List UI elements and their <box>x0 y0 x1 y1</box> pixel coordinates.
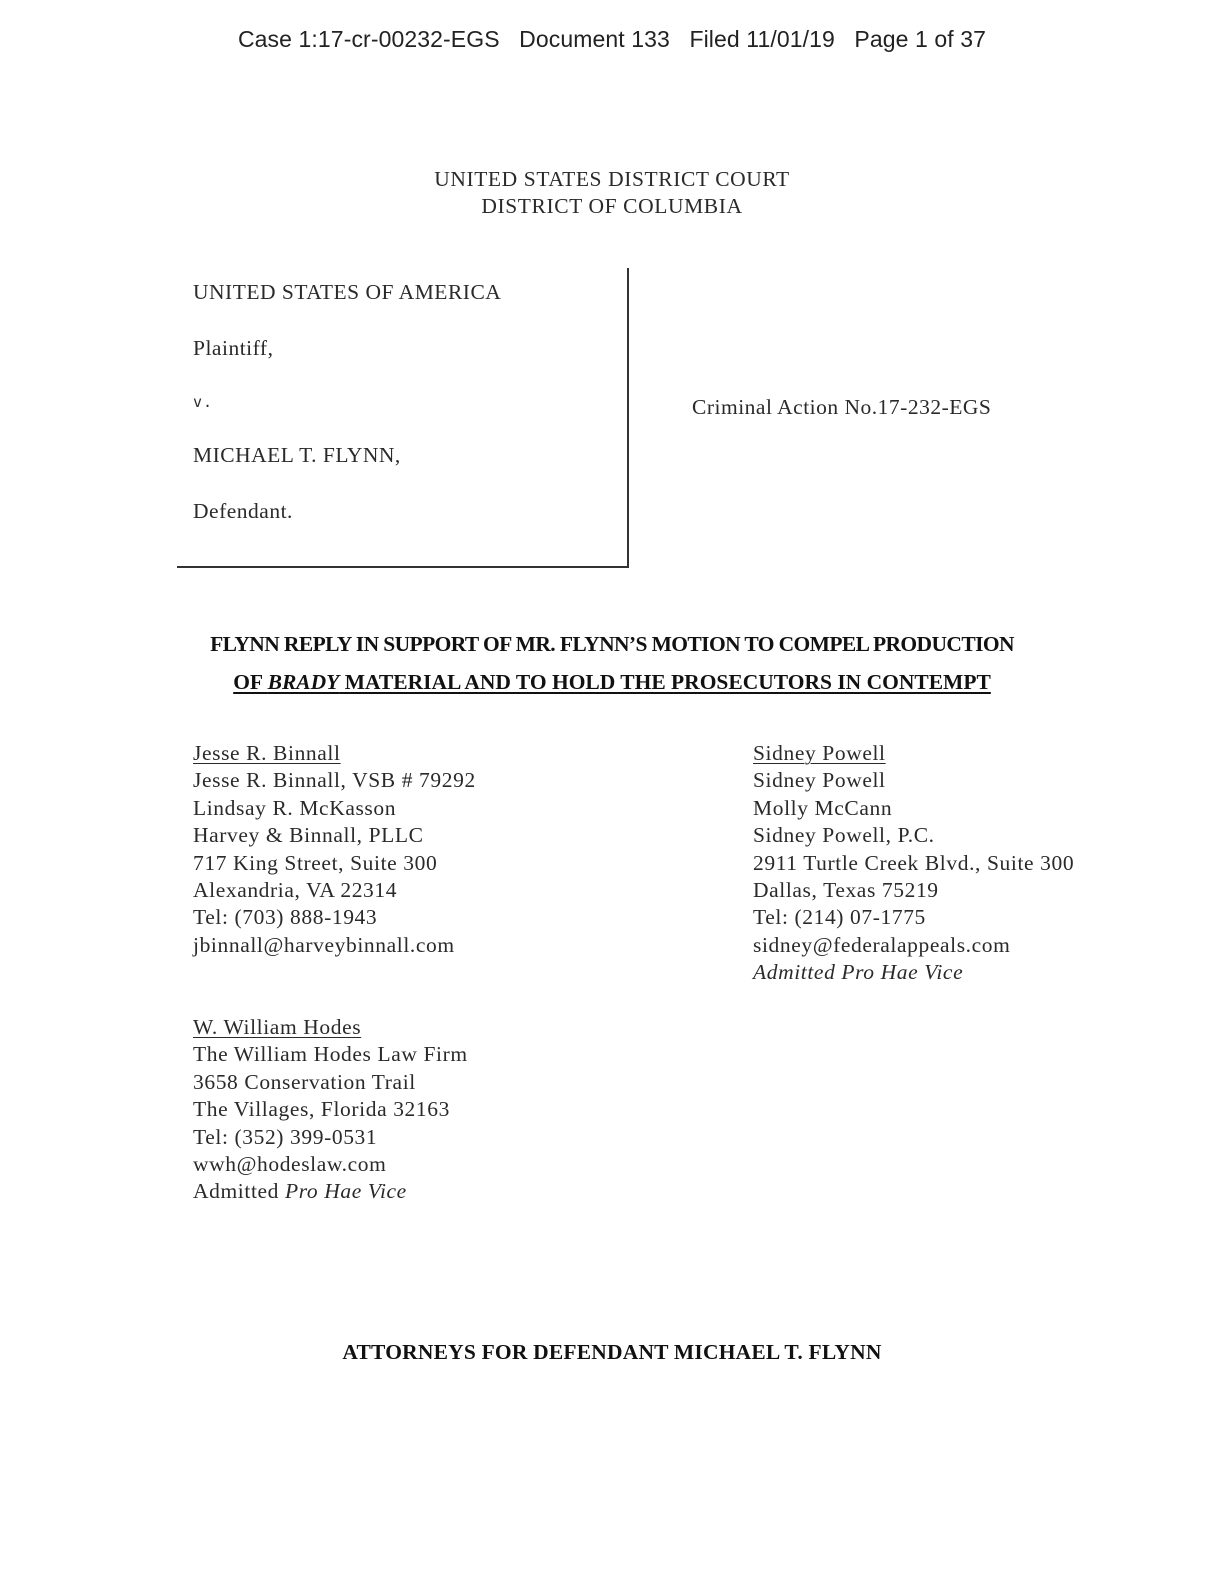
document-title-line-1: FLYNN REPLY IN SUPPORT OF MR. FLYNN’S MOTION TO COMPEL PRODUCTION <box>210 632 1014 656</box>
admitted-italic: Pro Hae Vice <box>285 1179 407 1204</box>
counsel-phone: Tel: (214) 07-1775 <box>753 905 926 930</box>
counsel-line: The William Hodes Law Firm <box>193 1042 468 1067</box>
counsel-phone: Tel: (352) 399-0531 <box>193 1124 378 1149</box>
admitted-pro-hac-vice <box>193 1178 468 1205</box>
counsel-heading: Jesse R. Binnall <box>193 741 341 765</box>
criminal-action-number: Criminal Action No.17-232-EGS <box>692 395 992 419</box>
admitted-pro-hac-vice: Admitted Pro Hae Vice <box>753 960 964 985</box>
counsel-block-powell <box>753 740 1074 987</box>
counsel-line: 3658 Conservation Trail <box>193 1069 416 1094</box>
defendant-role: Defendant. <box>193 499 293 523</box>
defendant-name: MICHAEL T. FLYNN, <box>193 443 401 467</box>
title-brady: BRADY <box>267 670 340 694</box>
title-of-prefix: OF <box>233 670 268 694</box>
court-name: UNITED STATES DISTRICT COURT <box>434 167 790 191</box>
plaintiff-name: UNITED STATES OF AMERICA <box>193 280 502 304</box>
court-district: DISTRICT OF COLUMBIA <box>481 194 743 218</box>
plaintiff-role: Plaintiff, <box>193 336 274 360</box>
counsel-line: Dallas, Texas 75219 <box>753 878 939 903</box>
counsel-phone: Tel: (703) 888-1943 <box>193 905 378 930</box>
admitted-prefix: Admitted <box>193 1179 285 1204</box>
filed-date: Filed 11/01/19 <box>689 26 835 52</box>
counsel-heading: W. William Hodes <box>193 1015 362 1039</box>
attorneys-for-defendant-title: ATTORNEYS FOR DEFENDANT MICHAEL T. FLYNN <box>342 1340 882 1364</box>
document-number: Document 133 <box>519 26 670 52</box>
caption-vertical-rule <box>627 268 629 568</box>
counsel-line: Sidney Powell, P.C. <box>753 823 935 848</box>
page-number: Page 1 of 37 <box>854 26 987 52</box>
counsel-email: wwh@hodeslaw.com <box>193 1152 387 1177</box>
counsel-heading: Sidney Powell <box>753 741 886 765</box>
counsel-block-binnall <box>193 740 476 959</box>
counsel-email: jbinnall@harveybinnall.com <box>193 932 455 957</box>
counsel-line: 717 King Street, Suite 300 <box>193 850 438 875</box>
counsel-line: Lindsay R. McKasson <box>193 795 397 820</box>
ecf-header <box>0 26 1224 53</box>
counsel-line: The Villages, Florida 32163 <box>193 1097 450 1122</box>
counsel-line: Jesse R. Binnall, VSB # 79292 <box>193 768 476 793</box>
counsel-line: Harvey & Binnall, PLLC <box>193 823 424 848</box>
caption-horizontal-rule <box>177 566 629 568</box>
counsel-line: Sidney Powell <box>753 768 886 793</box>
counsel-block-hodes <box>193 1014 468 1206</box>
counsel-line: 2911 Turtle Creek Blvd., Suite 300 <box>753 850 1075 875</box>
counsel-email: sidney@federalappeals.com <box>753 932 1011 957</box>
document-title-line-2 <box>0 670 1224 695</box>
counsel-line: Molly McCann <box>753 795 893 820</box>
counsel-line: Alexandria, VA 22314 <box>193 878 398 903</box>
title-remainder: MATERIAL AND TO HOLD THE PROSECUTORS IN CONTEMPT <box>339 670 991 694</box>
versus-label: v. <box>193 393 214 411</box>
case-number: Case 1:17-cr-00232-EGS <box>237 26 500 52</box>
